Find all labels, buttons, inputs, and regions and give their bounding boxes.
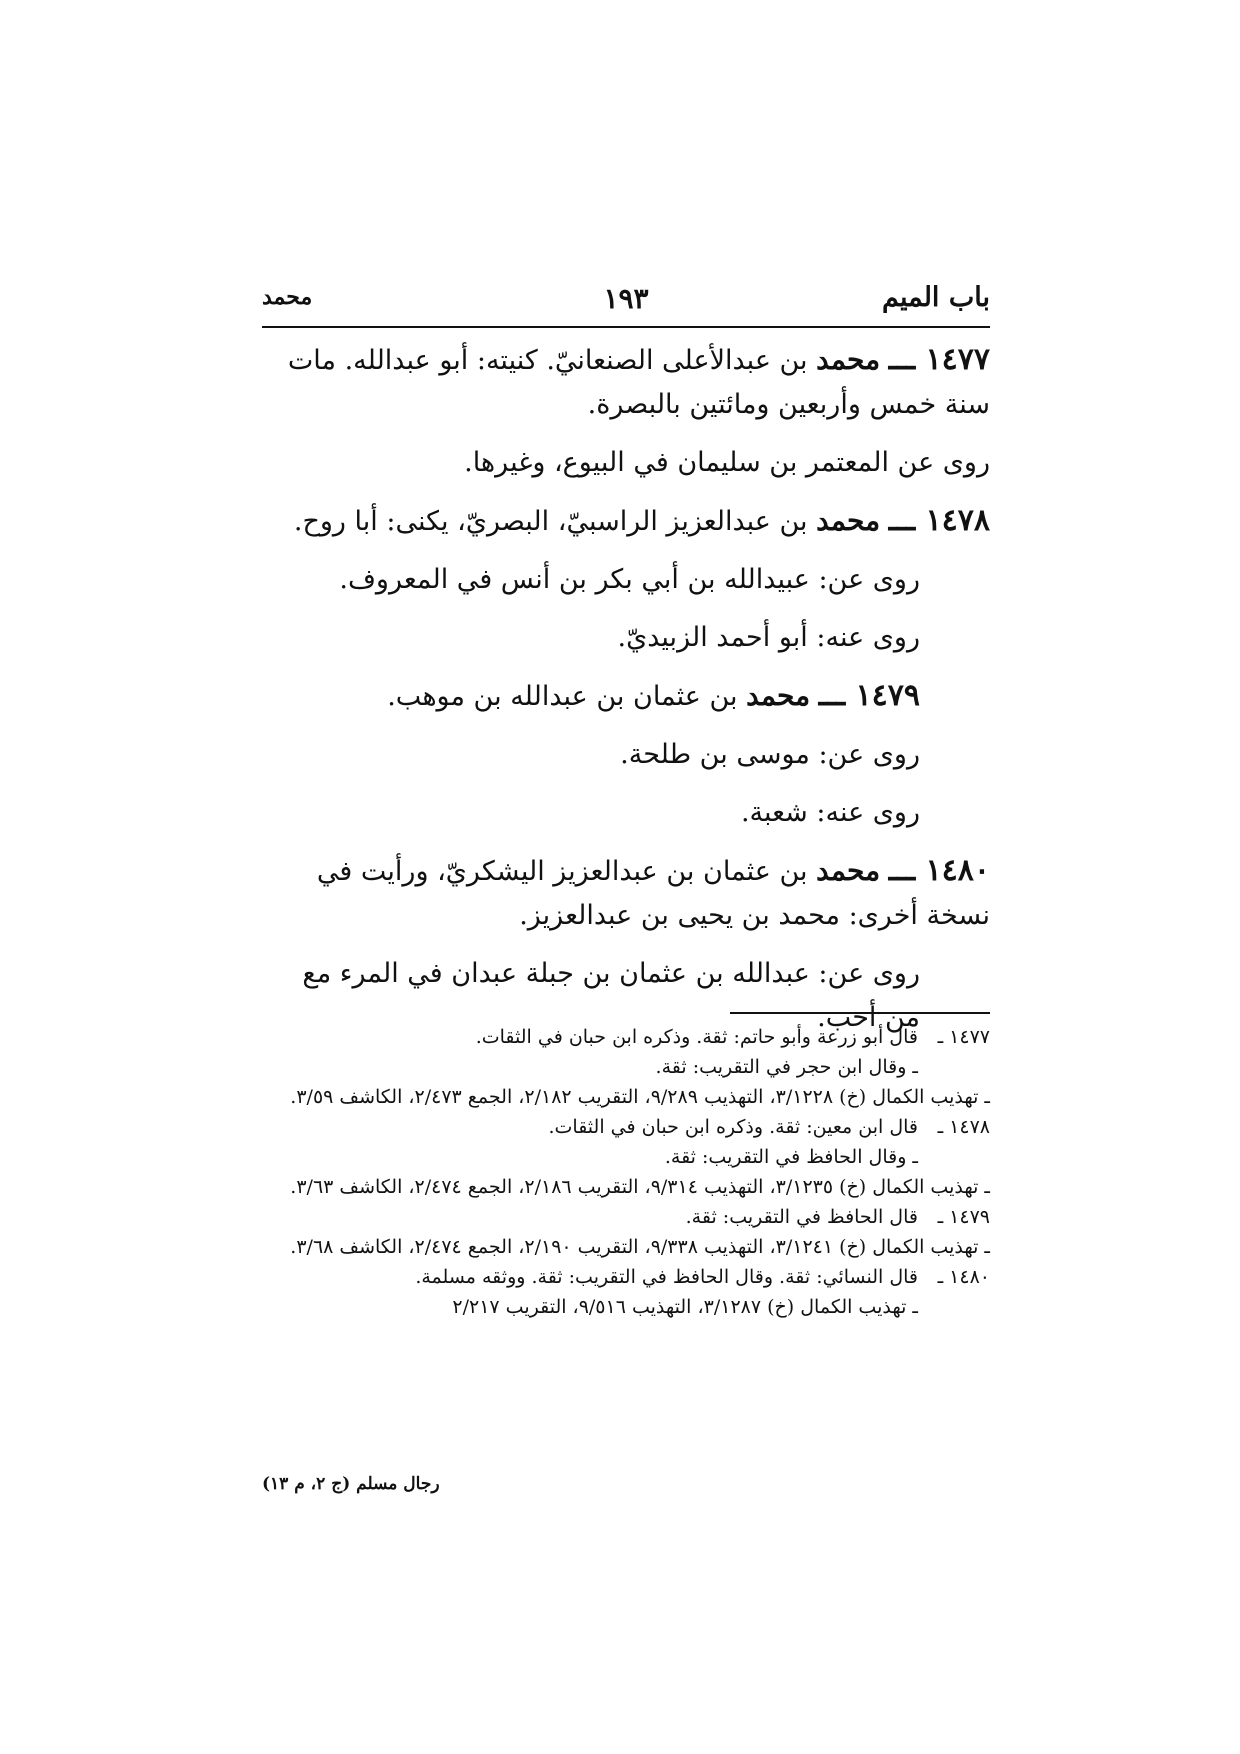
footnote-text: ـ تهذيب الكمال (خ) ٣/١٢٢٨، التهذيب ٩/٢٨٩، التقريب ٢/١٨٢، الجمع ٢/٤٧٣، الكاشف ٣/٥٩. (290, 1086, 990, 1108)
entry-text: بن عبدالعزيز الراسبيّ، البصريّ، يكنى: أبا روح. (293, 506, 808, 537)
narration-line: روى عنه: أبو أحمد الزبيديّ. (617, 622, 920, 653)
narration-line: روى عن المعتمر بن سليمان في البيوع، وغيرها. (464, 447, 990, 478)
footnote-rule (730, 1012, 990, 1014)
footnote-number (918, 1142, 990, 1172)
footnote-text: قال النسائي: ثقة. وقال الحافظ في التقريب: ثقة. ووثقه مسلمة. (415, 1266, 918, 1288)
footnote-row (262, 1232, 990, 1262)
entry-number: ١٤٧٧ ـــ (888, 342, 990, 377)
entry-1478 (262, 499, 990, 544)
entry-text: بن عبدالأعلى الصنعانيّ. كنيته: أبو عبدالله. مات سنة خمس وأربعين ومائتين بالبصرة. (287, 345, 990, 420)
footnote-text: ـ تهذيب الكمال (خ) ٣/١٢٨٧، التهذيب ٩/٥١٦، التقريب ٢/٢١٧ (452, 1296, 918, 1318)
entry-number: ١٤٨٠ ـــ (888, 853, 990, 888)
page-header (262, 282, 990, 324)
footnotes (262, 1022, 990, 1322)
footnote-number: ١٤٧٨ ـ (937, 1116, 990, 1138)
footnote-text: قال ابن معين: ثقة. وذكره ابن حبان في الثقات. (548, 1116, 918, 1138)
entry-1477 (262, 338, 990, 427)
footnote-row (262, 1142, 990, 1172)
footnote-text: ـ تهذيب الكمال (خ) ٣/١٢٤١، التهذيب ٩/٣٣٨، التقريب ٢/١٩٠، الجمع ٢/٤٧٤، الكاشف ٣/٦٨. (290, 1236, 990, 1258)
footnote-row (262, 1082, 990, 1112)
chapter-title: باب الميم (881, 282, 990, 313)
footnote-text: قال الحافظ في التقريب: ثقة. (685, 1206, 918, 1228)
running-head: محمد (262, 284, 313, 310)
footnote-number (918, 1292, 990, 1322)
entry-name: محمد (746, 679, 811, 712)
printer-signature: رجال مسلم (ج ٢، م ١٣) (262, 1474, 440, 1494)
footnote-row (262, 1112, 990, 1142)
footnote-text: ـ تهذيب الكمال (خ) ٣/١٢٣٥، التهذيب ٩/٣١٤، التقريب ٢/١٨٦، الجمع ٢/٤٧٤، الكاشف ٣/٦٣. (290, 1176, 990, 1198)
footnote-number (918, 1052, 990, 1082)
main-text (262, 338, 990, 1054)
footnote-row (262, 1202, 990, 1232)
entry-1480 (262, 849, 990, 938)
entry-text: بن عثمان بن عبدالعزيز اليشكريّ، ورأيت في نسخة أخرى: محمد بن يحيى بن عبدالعزيز. (316, 856, 990, 931)
entry-name: محمد (816, 343, 881, 376)
footnote-row (262, 1052, 990, 1082)
footnote-text: ـ وقال الحافظ في التقريب: ثقة. (664, 1146, 918, 1168)
footnote-row (262, 1022, 990, 1052)
page-number: ١٩٣ (603, 282, 649, 315)
entry-1479 (262, 674, 990, 719)
narration-line: روى عن: عبدالله بن عثمان بن جبلة عبدان في المرء مع من أحب. (302, 958, 920, 1033)
narration-line: روى عن: عبيدالله بن أبي بكر بن أنس في المعروف. (339, 564, 920, 595)
footnote-number: ١٤٨٠ ـ (937, 1266, 990, 1288)
entry-text: بن عثمان بن عبدالله بن موهب. (387, 681, 738, 712)
footnote-number: ١٤٧٧ ـ (937, 1026, 990, 1048)
narration-line: روى عن: موسى بن طلحة. (620, 739, 920, 770)
entry-name: محمد (816, 854, 881, 887)
footnote-row (262, 1292, 990, 1322)
footnote-number: ١٤٧٩ ـ (937, 1206, 990, 1228)
footnote-text: قال أبو زرعة وأبو حاتم: ثقة. وذكره ابن حبان في الثقات. (475, 1026, 918, 1048)
footnote-row (262, 1172, 990, 1202)
entry-name: محمد (816, 504, 881, 537)
entry-number: ١٤٧٩ ـــ (818, 678, 920, 713)
header-rule (262, 326, 990, 328)
narration-line: روى عنه: شعبة. (740, 797, 920, 828)
footnote-text: ـ وقال ابن حجر في التقريب: ثقة. (655, 1056, 918, 1078)
footnote-row (262, 1262, 990, 1292)
entry-number: ١٤٧٨ ـــ (888, 503, 990, 538)
